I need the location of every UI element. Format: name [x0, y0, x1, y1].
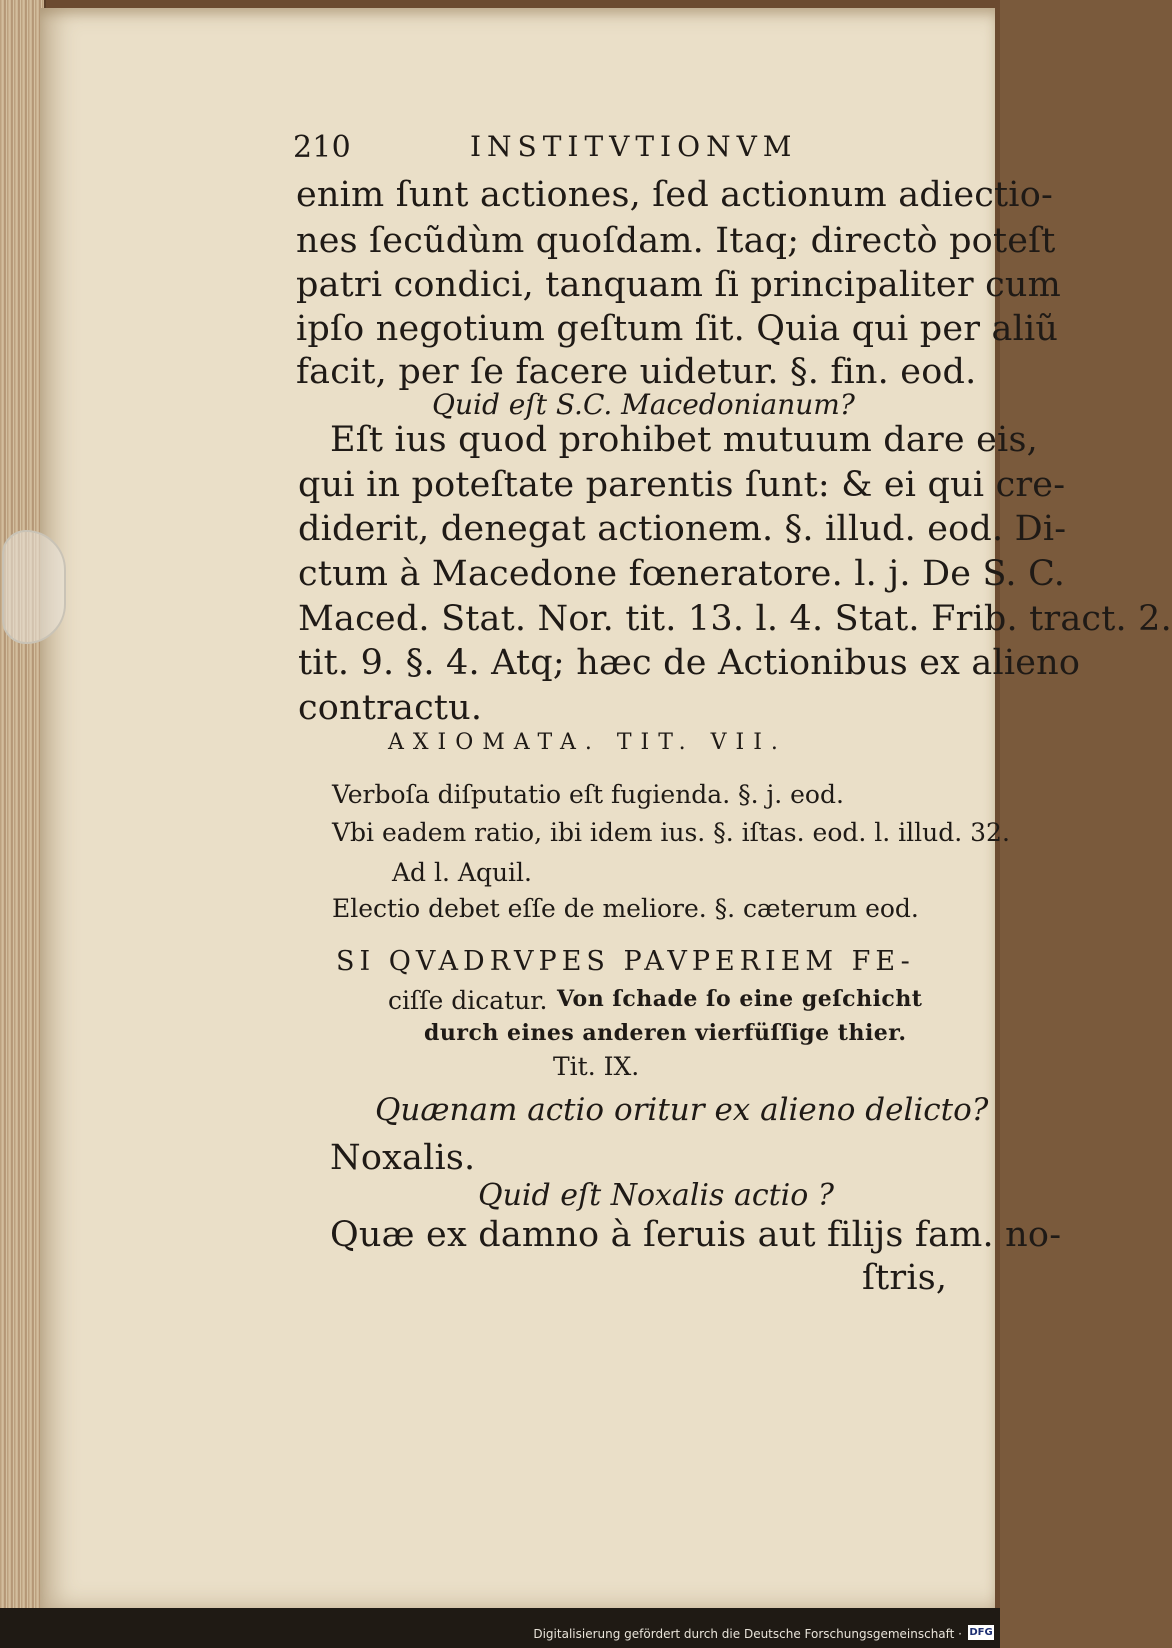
catchword: ſtris, [862, 1258, 948, 1298]
title-heading-latin: ciſſe dicatur. [388, 986, 548, 1015]
text-line: tit. 9. §. 4. Atq; hæc de Actionibus ex alieno [298, 643, 1081, 683]
text-line: nes ſecũdùm quoſdam. Itaq; directò poteſt [296, 221, 1056, 261]
section-heading: AXIOMATA. TIT. VII. [388, 730, 787, 755]
running-title: INSTITVTIONVM [470, 130, 798, 163]
page-clip [2, 530, 66, 644]
dfg-logo: DFG [969, 1627, 993, 1638]
text-line: Maced. Stat. Nor. tit. 13. l. 4. Stat. Frib. tract. 2. [298, 599, 1172, 639]
question-heading: Quænam actio oritur ex alieno delicto? [375, 1092, 989, 1128]
text-line: ctum à Macedone fœneratore. l. j. De S. C. [298, 554, 1066, 594]
text-line: facit, per ſe facere uidetur. §. fin. eod. [296, 352, 977, 392]
question-heading: Quid eſt S.C. Macedonianum? [432, 388, 855, 421]
title-heading-german: Von ſchade ſo eine geſchicht [557, 986, 923, 1012]
text-line: diderit, denegat actionem. §. illud. eod. Di- [298, 509, 1067, 549]
text-line: patri condici, tanquam ſi principaliter cum [296, 265, 1062, 305]
question-heading: Quid eſt Noxalis actio ? [478, 1178, 834, 1213]
answer-line: Quæ ex damno à ſeruis aut filijs fam. no- [330, 1215, 1062, 1255]
text-line: ipſo negotium geſtum ſit. Quia qui per aliũ [296, 309, 1059, 349]
answer-line: Noxalis. [330, 1138, 476, 1178]
digitization-credit: Digitalisierung gefördert durch die Deutsche Forschungsgemeinschaft · [533, 1627, 962, 1641]
title-heading-german: durch eines anderen vierfüſſige thier. [424, 1020, 907, 1046]
title-number: Tit. IX. [553, 1052, 640, 1081]
axiom-line: Verboſa diſputatio eſt fugienda. §. j. eod. [332, 780, 844, 809]
text-line: contractu. [298, 688, 483, 728]
page-number: 210 [293, 130, 351, 165]
axiom-line: Ad l. Aquil. [392, 858, 532, 887]
title-heading: SI QVADRVPES PAVPERIEM FE- [336, 946, 915, 977]
text-line: qui in poteſtate parentis ſunt: & ei qui cre- [298, 465, 1066, 505]
text-line: enim ſunt actiones, ſed actionum adiectio- [296, 175, 1053, 215]
axiom-line: Vbi eadem ratio, ibi idem ius. §. iſtas. eod. l. illud. 32. [332, 818, 1010, 847]
axiom-line: Electio debet eſſe de meliore. §. cæterum eod. [332, 894, 919, 923]
text-line: Eſt ius quod prohibet mutuum dare eis, [330, 420, 1038, 460]
